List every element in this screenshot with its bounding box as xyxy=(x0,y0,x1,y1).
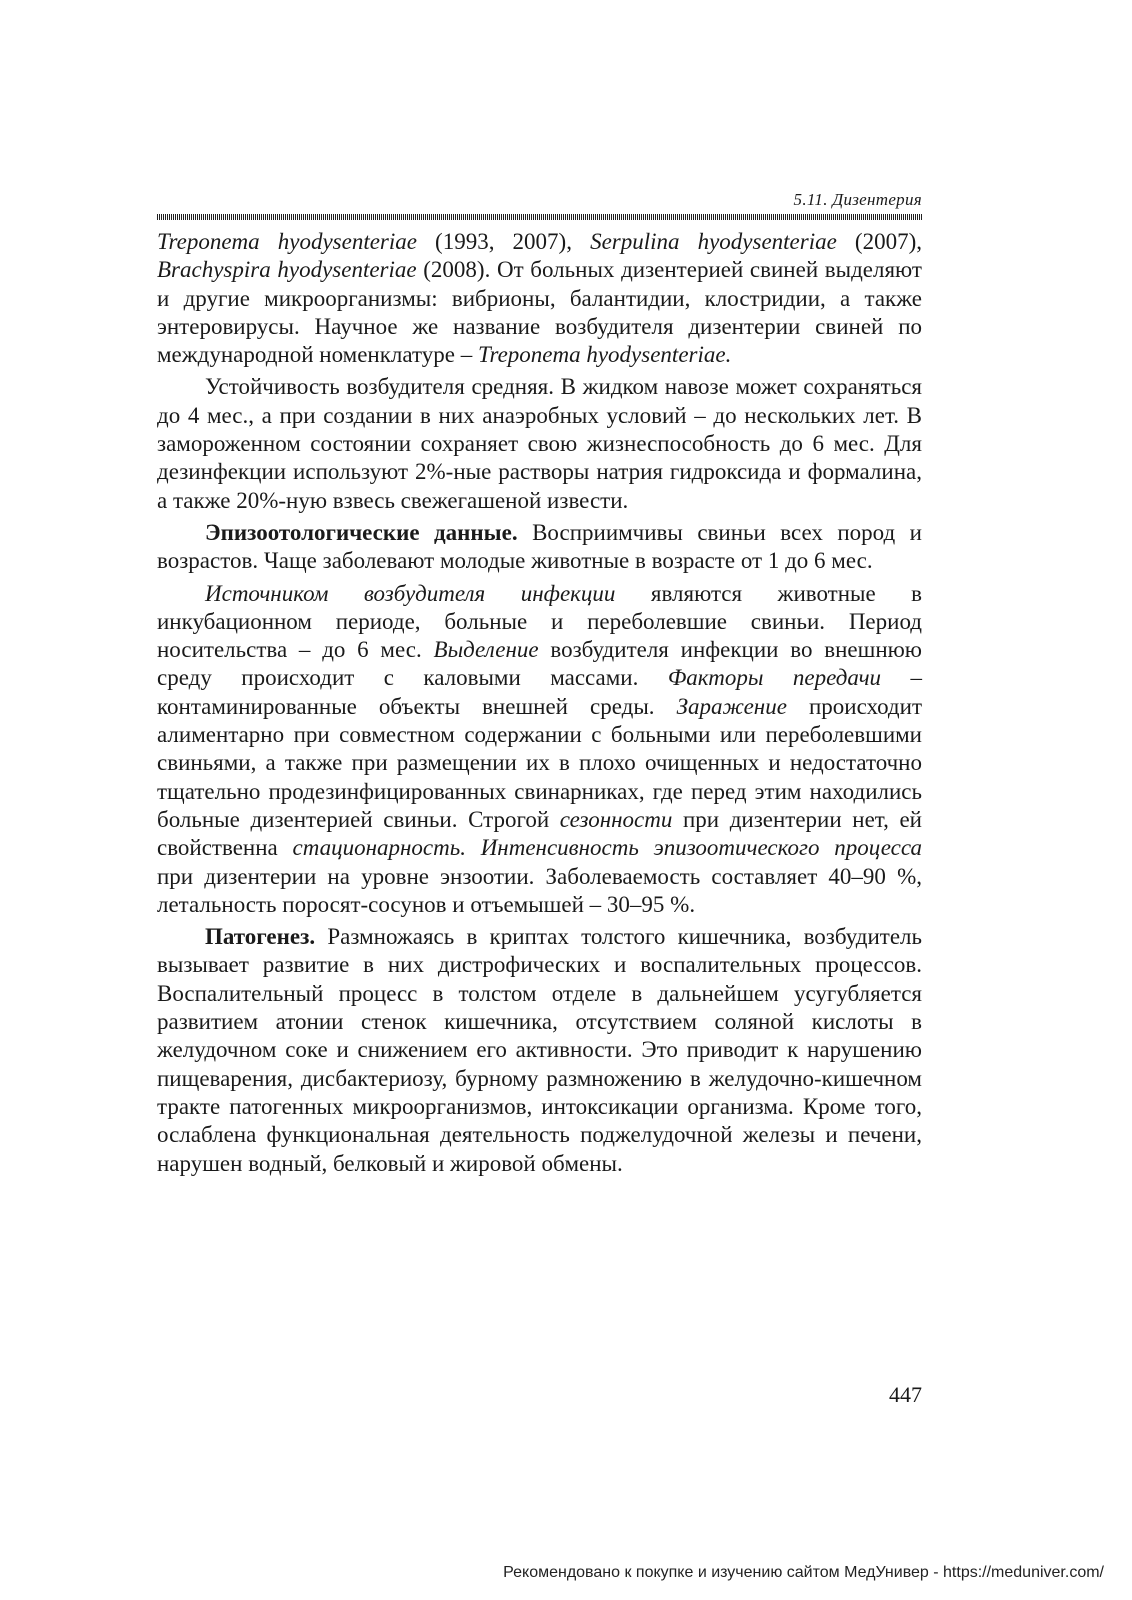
taxon-name: Treponema hyodysenteriae. xyxy=(477,342,732,368)
term: сезонности xyxy=(559,806,673,832)
text-run: являются животные в инкубационном периоде, больные и переболевшие свиньи. Период носительства – до 6 мес. xyxy=(157,580,923,663)
text-run: при дизентерии нет, ей свойственна xyxy=(157,806,922,861)
page-number: 447 xyxy=(889,1382,922,1407)
text-run: возбудителя инфекции во внешнюю среду происходит с каловыми массами. xyxy=(157,637,922,691)
term: Заражение xyxy=(676,693,787,719)
text-run: Устойчивость возбудителя средняя. В жидком навозе может сохраняться до 4 мес., а при создании в них анаэробных условий – до нескольких лет. В замороженном состоянии сохраняет свою жизнеспособность до 6 мес. Для дезинфекции используют 2%-ные растворы натрия гидроксида и формалина, а также 20%-ную взвесь свежегашеной извести. xyxy=(157,374,922,513)
term: Выделение xyxy=(433,637,539,663)
header-rule xyxy=(157,214,922,220)
term: стационарность. Интенсивность эпизоотического процесса xyxy=(292,835,922,861)
section-heading: Патогенез. xyxy=(205,924,316,950)
text-run: при дизентерии на уровне энзоотии. Заболеваемость составляет 40–90 %, летальность поросят-сосунов и отъемышей – 30–95 %. xyxy=(157,863,922,917)
footer-note: Рекомендовано к покупке и изучению сайтом МедУнивер - https://meduniver.com/ xyxy=(503,1564,1104,1581)
text-run: происходит алиментарно при совместном содержании с больными или переболевшими свиньями, а также при размещении их в плохо очищенных и недостаточно тщательно продезинфицированных свинарниках, где перед этим находились больные дизентерией свиньи. Строгой xyxy=(157,693,922,832)
term: Факторы передачи xyxy=(667,665,882,691)
paragraph-taxonomy xyxy=(157,228,922,369)
text-run: Восприимчивы свиньи всех пород и возрастов. Чаще заболевают молодые животные в возрасте от 1 до 6 мес. xyxy=(157,519,922,574)
paragraph-infection-source xyxy=(157,580,922,920)
paragraph-epizootology xyxy=(157,519,922,576)
text-run: Размножаясь в криптах толстого кишечника, возбудитель вызывает развитие в них дистрофических и воспалительных процессов. Воспалительный процесс в толстом отделе в дальнейшем усугубляется развитием атонии стенок кишечника, отсутствием соляной кислоты в желудочном соке и снижением его активности. Это приводит к нарушению пищеварения, дисбактериозу, бурному размножению в желудочно-кишечном тракте патогенных микроорганизмов, интоксикации организма. Кроме того, ослаблена функциональная деятельность поджелудочной железы и печени, нарушен водный, белковый и жировой обмены. xyxy=(157,924,922,1176)
running-head: 5.11. Дизентерия xyxy=(793,190,922,209)
text-run: (2007), xyxy=(836,229,922,254)
text-run: – контаминированные объекты внешней среды. xyxy=(157,665,922,719)
paragraph-resistance xyxy=(157,373,922,514)
section-heading: Эпизоотологические данные. xyxy=(205,519,518,545)
body-text xyxy=(157,228,922,1182)
taxon-name: Treponema hyodysenteriae xyxy=(157,229,417,254)
taxon-name: Serpulina hyodysenteriae xyxy=(590,229,837,254)
paragraph-pathogenesis xyxy=(157,923,922,1178)
text-run: (2008). От больных дизентерией свиней выделяют и другие микроорганизмы: вибрионы, балантидии, клостридии, а также энтеровирусы. Научное же название возбудителя дизентерии свиней по международной номенклатуре – xyxy=(157,257,922,368)
text-run: (1993, 2007), xyxy=(416,229,591,254)
taxon-name: Brachyspira hyodysenteriae xyxy=(157,257,417,283)
term: Источником возбудителя инфекции xyxy=(205,580,616,606)
